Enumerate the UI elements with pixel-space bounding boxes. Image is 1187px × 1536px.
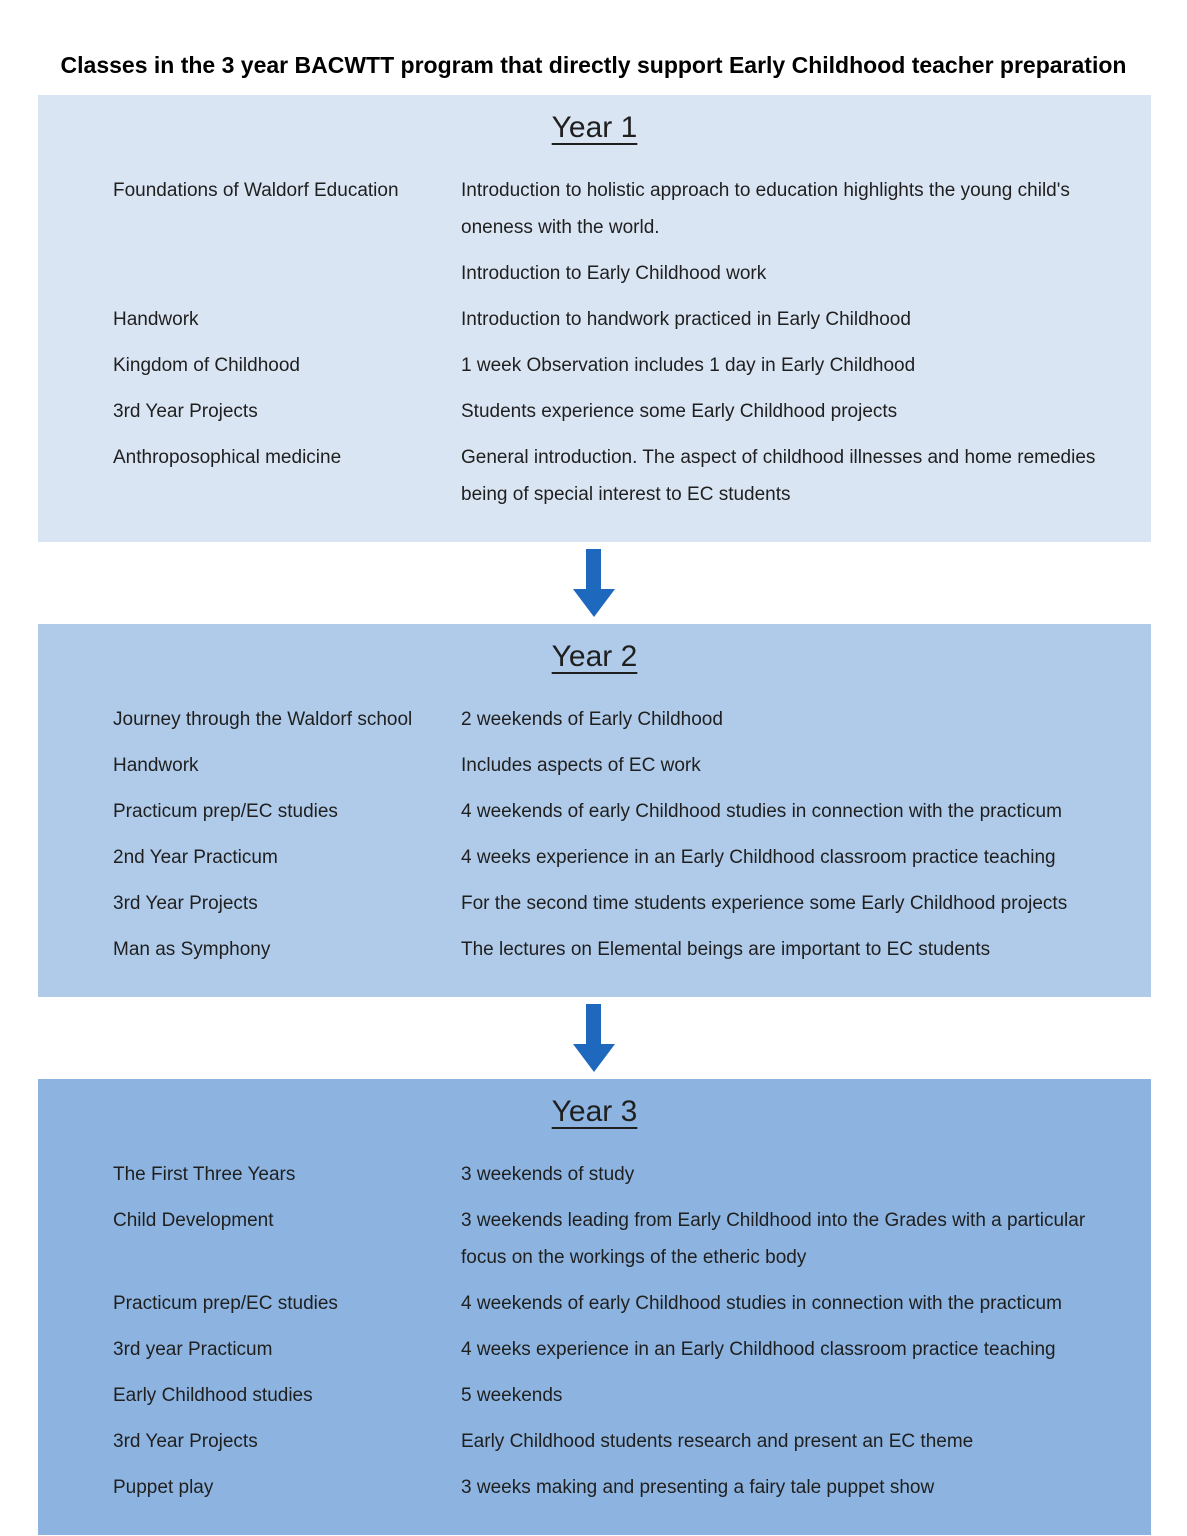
course-name: Man as Symphony (113, 939, 271, 960)
year-2-box (38, 624, 1151, 997)
course-description (461, 1202, 1133, 1276)
course-name: Kingdom of Childhood (113, 355, 300, 376)
course-name: Child Development (113, 1210, 274, 1231)
year-3-box (38, 1079, 1151, 1535)
course-name: Journey through the Waldorf school (113, 709, 413, 730)
course-name: 3rd Year Projects (113, 893, 258, 914)
description-paragraph: 5 weekends (461, 1385, 563, 1406)
course-row (113, 839, 1145, 876)
course-name: The First Three Years (113, 1164, 296, 1185)
course-name: Anthroposophical medicine (113, 447, 342, 468)
course-description (461, 839, 1133, 876)
course-description (461, 301, 1133, 338)
course-row (113, 1469, 1145, 1506)
course-row (113, 1202, 1145, 1276)
description-paragraph: 2 weekends of Early Childhood (461, 709, 723, 730)
year-2-title: Year 2 (551, 640, 638, 673)
description-paragraph: Introduction to handwork practiced in Early Childhood (461, 309, 911, 330)
course-name: Handwork (113, 309, 199, 330)
course-row (113, 747, 1145, 784)
course-description (461, 1285, 1133, 1322)
course-description (461, 393, 1133, 430)
course-description (461, 793, 1133, 830)
year-rows (38, 701, 1151, 968)
course-description (461, 347, 1133, 384)
course-name: Puppet play (113, 1477, 214, 1498)
course-description (461, 1423, 1133, 1460)
description-paragraph: The lectures on Elemental beings are important to EC students (461, 939, 991, 960)
arrow-shaft (586, 1004, 601, 1044)
description-paragraph: 4 weekends of early Childhood studies in connection with the practicum (461, 801, 1062, 822)
course-description (461, 701, 1133, 738)
year-rows (38, 1156, 1151, 1506)
description-paragraph: 4 weekends of early Childhood studies in connection with the practicum (461, 1293, 1062, 1314)
course-row (113, 439, 1145, 513)
course-row (113, 1156, 1145, 1193)
year-3-title: Year 3 (551, 1095, 638, 1128)
year-rows (38, 172, 1151, 513)
course-name: Practicum prep/EC studies (113, 801, 338, 822)
description-paragraph: Introduction to holistic approach to education highlights the young child's oneness with the world. (461, 180, 1070, 238)
description-paragraph: 4 weeks experience in an Early Childhood classroom practice teaching (461, 847, 1056, 868)
description-paragraph: Includes aspects of EC work (461, 755, 701, 776)
course-name: 3rd Year Projects (113, 401, 258, 422)
course-row (113, 885, 1145, 922)
description-paragraph: 3 weeks making and presenting a fairy tale puppet show (461, 1477, 935, 1498)
course-name: Foundations of Waldorf Education (113, 180, 399, 201)
course-row (113, 701, 1145, 738)
year-1-title: Year 1 (551, 111, 638, 144)
course-description (461, 439, 1133, 513)
course-name: Practicum prep/EC studies (113, 1293, 338, 1314)
description-paragraph: Introduction to Early Childhood work (461, 263, 767, 284)
course-description (461, 885, 1133, 922)
course-description (461, 1469, 1133, 1506)
arrow-head (573, 589, 615, 617)
down-arrow-icon (0, 997, 1187, 1079)
description-paragraph: 3 weekends leading from Early Childhood into the Grades with a particular focus on the workings of the etheric body (461, 1210, 1086, 1268)
down-arrow-icon (0, 542, 1187, 624)
course-row (113, 931, 1145, 968)
course-name: Early Childhood studies (113, 1385, 313, 1406)
description-paragraph: 3 weekends of study (461, 1164, 635, 1185)
page-title: Classes in the 3 year BACWTT program that directly support Early Childhood teacher preparation (60, 52, 1127, 78)
description-paragraph: Students experience some Early Childhood projects (461, 401, 898, 422)
course-row (113, 347, 1145, 384)
year-1-box (38, 95, 1151, 542)
course-row (113, 301, 1145, 338)
course-name: 3rd Year Projects (113, 1431, 258, 1452)
description-paragraph: 4 weeks experience in an Early Childhood classroom practice teaching (461, 1339, 1056, 1360)
description-paragraph: 1 week Observation includes 1 day in Early Childhood (461, 355, 916, 376)
course-row (113, 1285, 1145, 1322)
description-paragraph: Early Childhood students research and present an EC theme (461, 1431, 974, 1452)
course-description (461, 172, 1133, 292)
course-description (461, 1331, 1133, 1368)
course-description (461, 1156, 1133, 1193)
course-description (461, 747, 1133, 784)
description-paragraph: For the second time students experience some Early Childhood projects (461, 893, 1068, 914)
course-description (461, 931, 1133, 968)
course-row (113, 393, 1145, 430)
description-paragraph: General introduction. The aspect of childhood illnesses and home remedies being of special interest to EC students (461, 447, 1096, 505)
course-row (113, 1377, 1145, 1414)
course-row (113, 1331, 1145, 1368)
arrow-shaft (586, 549, 601, 589)
course-row (113, 793, 1145, 830)
course-name: 3rd year Practicum (113, 1339, 273, 1360)
course-row (113, 1423, 1145, 1460)
course-name: Handwork (113, 755, 199, 776)
course-name: 2nd Year Practicum (113, 847, 278, 868)
course-row (113, 172, 1145, 292)
course-description (461, 1377, 1133, 1414)
arrow-head (573, 1044, 615, 1072)
